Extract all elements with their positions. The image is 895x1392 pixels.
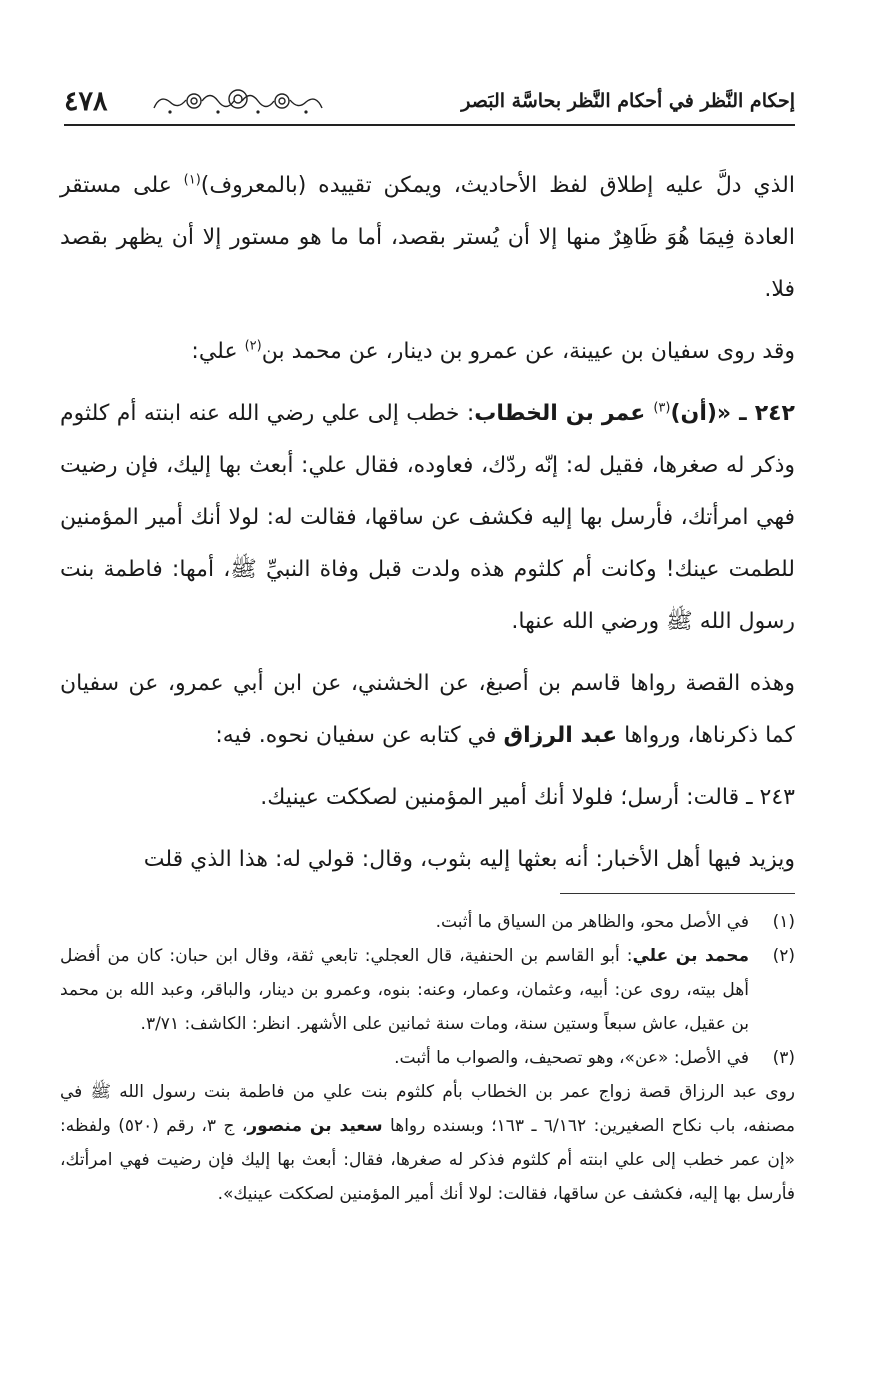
paragraph-6 bbox=[60, 834, 795, 886]
footnote-3-extra-name: سعيد بن منصور bbox=[247, 1116, 383, 1136]
paragraph-2 bbox=[60, 326, 795, 378]
paragraph-1-text-a: الذي دلَّ عليه إطلاق لفظ الأحاديث، ويمكن تقييده (بالمعروف) bbox=[200, 173, 795, 198]
paragraph-4-text-b: في كتابه عن سفيان نحوه. فيه: bbox=[215, 723, 504, 748]
hadith-243: ٢٤٣ ـ قالت: أرسل؛ فلولا أنك أمير المؤمنين لصككت عينيك. bbox=[260, 785, 795, 810]
header-divider bbox=[64, 124, 795, 126]
footnote-ref-2[interactable]: (٢) bbox=[244, 338, 262, 354]
footnote-divider bbox=[560, 893, 795, 894]
paragraph-2-text-a: وقد روى سفيان بن عيينة، عن عمرو بن دينار، عن محمد بن bbox=[261, 339, 795, 364]
footnote-text bbox=[60, 939, 749, 1041]
footnote-text: في الأصل: «عن»، وهو تصحيف، والصواب ما أثبت. bbox=[394, 1048, 749, 1068]
footnote-3-extra-b: ، ج ٣، رقم (٥٢٠) ولفظه: «إن عمر خطب إلى علي ابنته أم كلثوم فذكر له صغرها، فقال: أبعث بها إليك فإن رضيت فهي امرأتك، فأرسل بها إليه، فكشف عن ساقها، فقالت: لولا أنك أمير المؤمنين لصككت عينيك». bbox=[60, 1116, 795, 1204]
paragraph-4 bbox=[60, 658, 795, 762]
paragraph-5 bbox=[60, 772, 795, 824]
footnote-number: (١) bbox=[772, 912, 795, 932]
footnote-number: (٣) bbox=[772, 1048, 795, 1068]
paragraph-1 bbox=[60, 160, 795, 316]
narrator-name: عمر بن الخطاب bbox=[474, 401, 654, 426]
footnote-3-extra-a: روى عبد الرزاق قصة زواج عمر بن الخطاب بأم كلثوم بنت علي من فاطمة بنت رسول الله ﷺ في مصنفه، باب نكاح الصغيرين: ٦/١٦٢ ـ ١٦٣؛ وبسنده رواها bbox=[60, 1082, 795, 1136]
footnote-ref-1[interactable]: (١) bbox=[183, 172, 201, 188]
footnote-number: (٢) bbox=[772, 946, 795, 966]
paragraph-3-text: : خطب إلى علي رضي الله عنه ابنته أم كلثوم وذكر له صغرها، فقيل له: إنّه ردّك، فعاوده، فقال علي: أبعث بها إليك، فإن رضيت فهي امرأتك، فأرسل بها إليه فكشف عن ساقها، فقالت له: لولا أنك أمير المؤمنين للطمت عينك! وكانت أم كلثوم هذه ولدت قبل وفاة النبيِّ ﷺ، أمها: فاطمة بنت رسول الله ﷺ ورضي الله عنها. bbox=[60, 401, 795, 634]
footnote-1 bbox=[60, 905, 795, 939]
main-text bbox=[60, 160, 795, 886]
footnotes bbox=[60, 905, 795, 1211]
footnote-3 bbox=[60, 1041, 795, 1075]
paragraph-3 bbox=[60, 388, 795, 648]
decorative-ornament-icon bbox=[148, 84, 328, 118]
paragraph-1-text-b: على مستقر العادة فِيمَا هُوَ ظَاهِرٌ منها إلا أن يُستر بقصد، أما ما هو مستور إلا أن يظهر بقصد فلا. bbox=[60, 173, 795, 302]
hadith-number-242: ٢٤٢ ـ «(أن) bbox=[670, 401, 795, 426]
paragraph-2-text-b: علي: bbox=[191, 339, 245, 364]
footnote-name: محمد بن علي bbox=[632, 946, 749, 966]
footnote-ref-3[interactable]: (٣) bbox=[653, 400, 671, 416]
paragraph-6-text: ويزيد فيها أهل الأخبار: أنه بعثها إليه بثوب، وقال: قولي له: هذا الذي قلت bbox=[143, 847, 795, 872]
header-title: إحكام النَّظر في أحكام النَّظر بحاسَّة البَصر bbox=[461, 90, 795, 112]
page-number: ٤٧٨ bbox=[64, 86, 108, 117]
running-header bbox=[64, 82, 795, 126]
footnote-3-continuation bbox=[60, 1075, 795, 1211]
footnote-body: : أبو القاسم بن الحنفية، قال العجلي: تابعي ثقة، وقال ابن حبان: كان من أفضل أهل بيته، روى عن: أبيه، وعثمان، وعمار، وعنه: بنوه، وعمرو بن دينار، والباقر، وعبد الله بن محمد بن عقيل، عاش سبعاً وستين سنة، ومات سنة ثمانين على الأشهر. انظر: الكاشف: ٣/٧١. bbox=[60, 946, 749, 1034]
source-name: عبد الرزاق bbox=[503, 723, 618, 748]
footnote-2 bbox=[60, 939, 795, 1041]
footnote-text: في الأصل محو، والظاهر من السياق ما أثبت. bbox=[435, 912, 749, 932]
paragraph-4-text-a: وهذه القصة رواها قاسم بن أصبغ، عن الخشني، عن ابن أبي عمرو، عن سفيان كما ذكرناها، ورواها bbox=[60, 671, 795, 748]
